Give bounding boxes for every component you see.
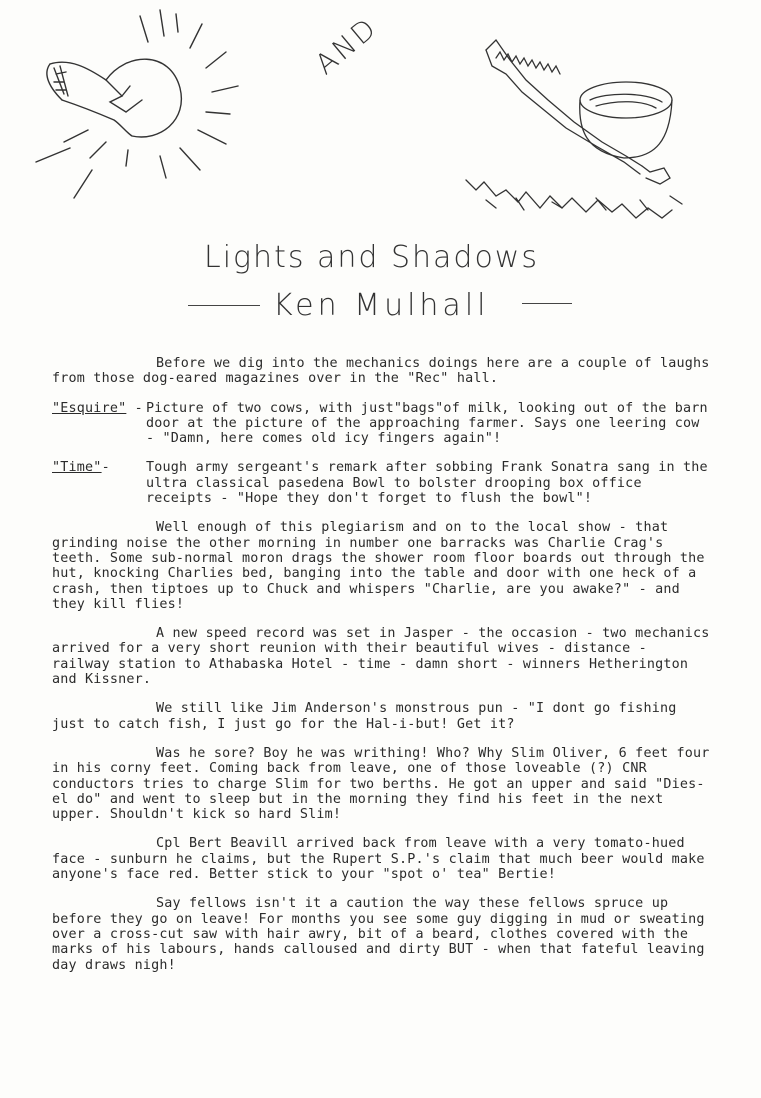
paragraph-speed-record: A new speed record was set in Jasper - the occasion - two mechanics arrived for a very short reunion with their beautiful wives - distance - railway station to Athabaska Hotel - time - damn short - winners Hetherington and Kissner. (52, 626, 710, 688)
saw-and-log-drawing (456, 30, 706, 220)
article-title: Lights and Shadows (204, 240, 539, 275)
entry-text: Tough army sergeant's remark after sobbing Frank Sonatra sang in the ultra classical pasedena Bowl to bolster drooping box office receipts - "Hope they don't forget to flush the bowl"! (146, 460, 708, 507)
title-rule-left (188, 305, 260, 306)
paragraph-bert-beavill: Cpl Bert Beavill arrived back from leave with a very tomato-hued face - sunburn he claims, but the Rupert S.P.'s claim that much beer would make anyone's face red. Better stick to your "spot o' tea" Bertie! (52, 836, 705, 883)
and-word: AND (308, 10, 385, 82)
paragraph-leave: Say fellows isn't it a caution the way these fellows spruce up before they go on leave! For months you see some guy digging in mud or sweating over a cross-cut saw with hair awry, bit of a beard, clothes covered with the marks of his labours, hands calloused and dirty BUT - when that fateful leaving day draws nigh! (52, 896, 705, 973)
paragraph-slim-oliver: Was he sore? Boy he was writhing! Who? Why Slim Oliver, 6 feet four in his corny feet. Coming back from leave, one of those loveable (?) CNR conductors tries to charge Slim for two berths. He got an upper and said "Dies-el do" and went to sleep but in the morning they find his feet in the next upper. Shouldn't kick so hard Slim! (52, 745, 710, 823)
entry-source: "Esquire" (52, 400, 127, 416)
magazine-entry-esquire (52, 401, 712, 447)
title-rule-right (522, 303, 572, 304)
light-bulb-drawing (30, 2, 280, 202)
paragraph-pun: We still like Jim Anderson's monstrous pun - "I dont go fishing just to catch fish, I just go for the Hal-i-but! Get it? (52, 701, 677, 732)
intro-paragraph: Before we dig into the mechanics doings here are a couple of laughs from those dog-eared magazines over in the "Rec" hall. (52, 356, 710, 387)
entry-text: Picture of two cows, with just"bags"of milk, looking out of the barn door at the picture of the approaching farmer. Says one leering cow - "Damn, here comes old icy fingers again"! (146, 400, 708, 447)
entry-dash: - (101, 460, 110, 476)
entry-source: "Time" (52, 460, 102, 476)
magazine-entry-time (52, 460, 712, 506)
paragraph-local-show: Well enough of this plegiarism and on to the local show - that grinding noise the other morning in number one barracks was Charlie Crag's teeth. Some sub-normal moron drags the shower room floor boards out through the hut, knocking Charlies bed, banging into the table and door with one heck of a crash, then tiptoes up to Chuck and whispers "Charlie, are you awake?" - and they kill flies! (52, 520, 705, 612)
article-body (52, 356, 712, 987)
entry-dash: - (126, 400, 143, 416)
article-author: Ken Mulhall (273, 288, 490, 323)
